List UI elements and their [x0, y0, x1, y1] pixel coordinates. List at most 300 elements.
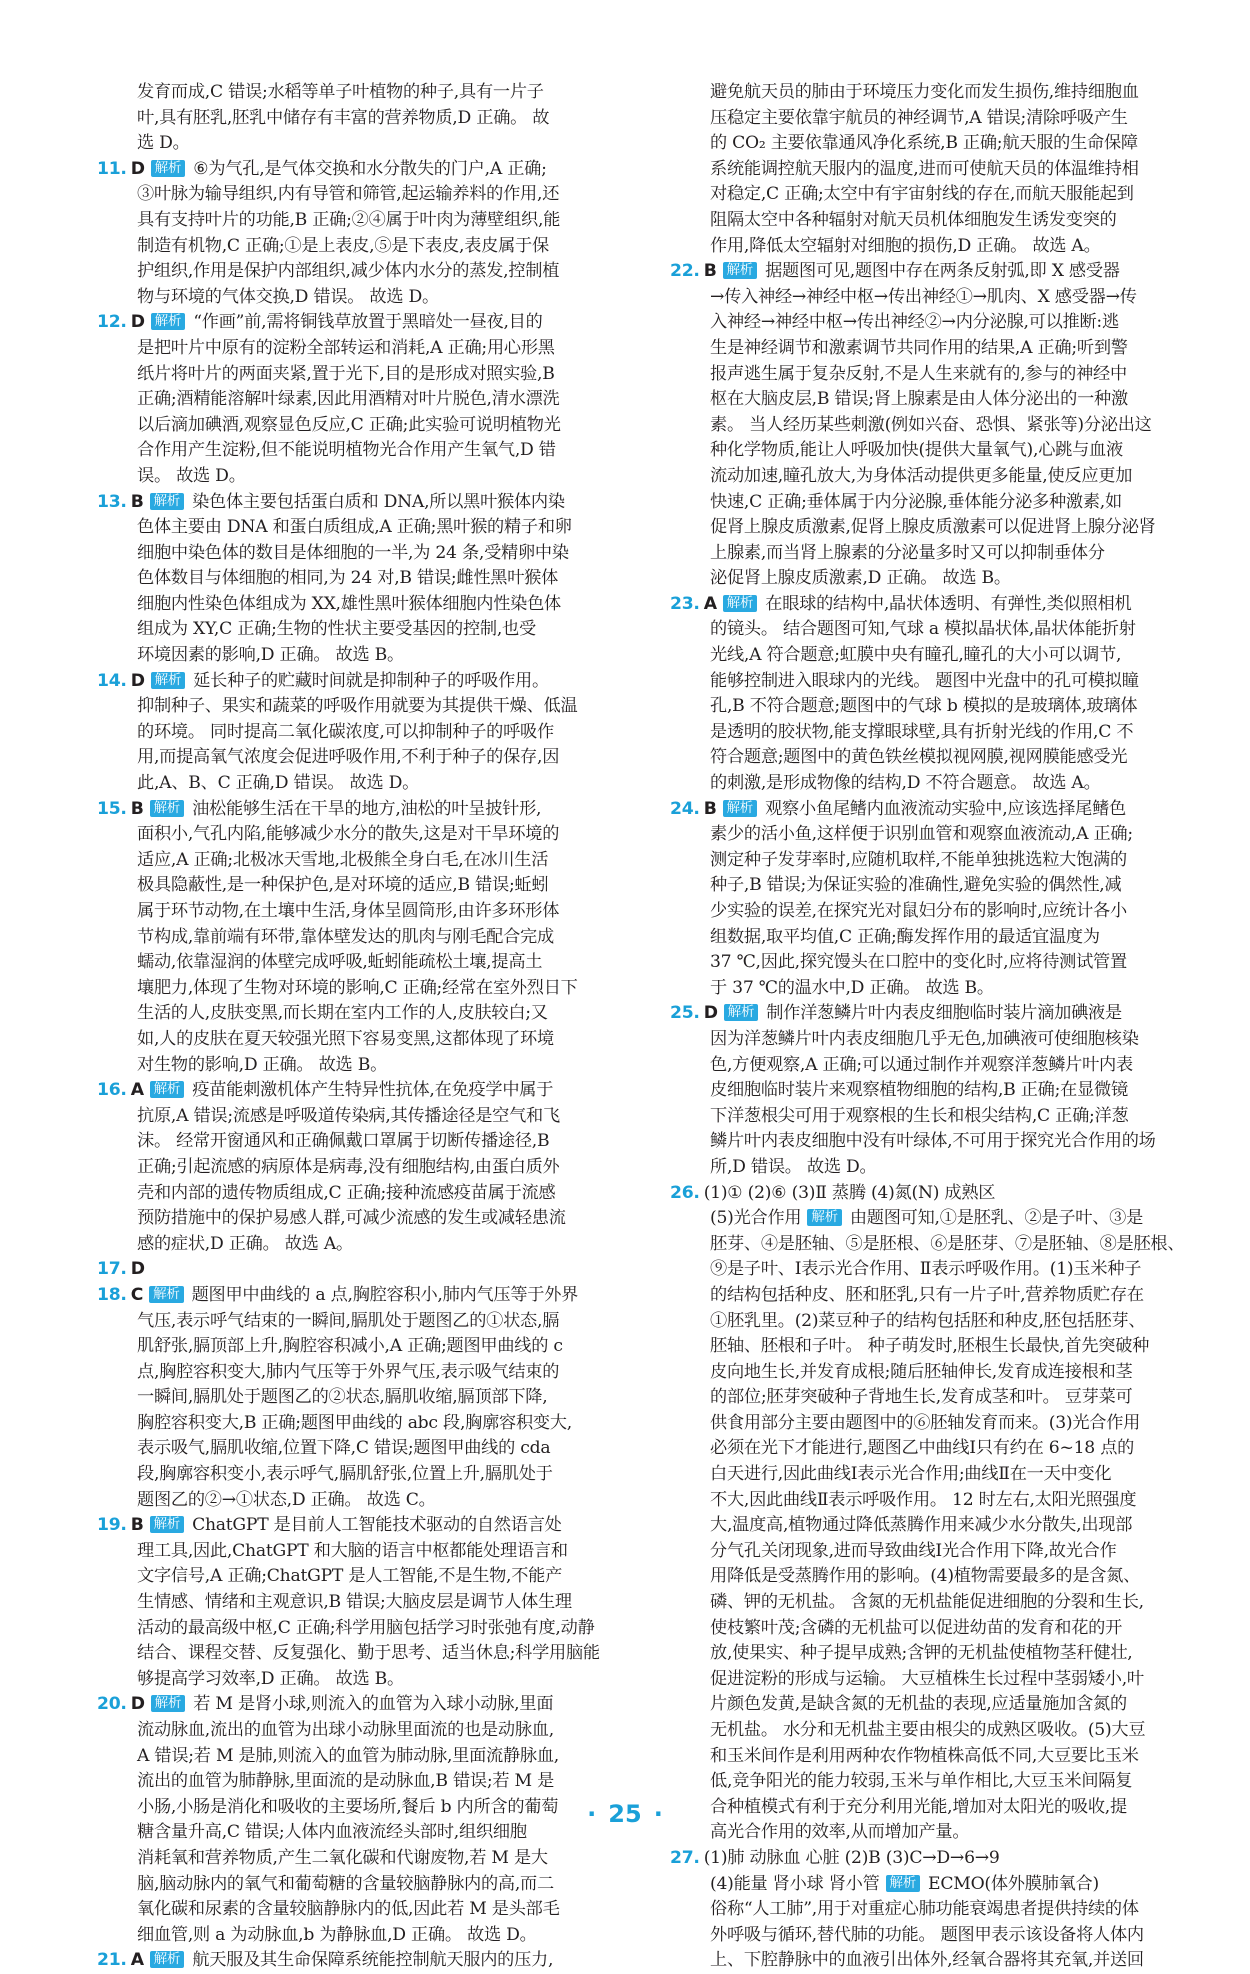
line-text: 文字信号,A 正确;ChatGPT 是人工智能,不是生物,不能产	[137, 1566, 563, 1587]
question-number: 14.	[97, 670, 127, 691]
line-text: 种化学物质,能让人呼吸加快(提供大量氧气),心跳与血液	[710, 440, 1123, 461]
text-line	[97, 925, 617, 951]
text-line	[97, 1948, 617, 1974]
text-line	[97, 336, 617, 362]
line-text: 的 CO₂ 主要依靠通风净化系统,B 正确;航天服的生命保障	[710, 133, 1138, 154]
line-text: ⑥为气孔,是气体交换和水分散失的门户,A 正确;	[193, 158, 547, 179]
text-line	[97, 1590, 617, 1616]
analysis-tag: 解析	[150, 1516, 185, 1533]
question-number: 11.	[97, 158, 127, 179]
line-text: 表示吸气,膈肌收缩,位置下降,C 错误;题图甲曲线的 cda	[137, 1438, 551, 1459]
line-text: 糖含量升高,C 错误;人体内血液流经头部时,组织细胞	[137, 1822, 527, 1843]
analysis-tag: 解析	[150, 1081, 185, 1098]
text-line	[97, 1846, 617, 1872]
line-text: 能够控制进入眼球内的光线。 题图中光盘中的孔可模拟瞳	[710, 670, 1139, 691]
line-text: 延长种子的贮藏时间就是抑制种子的呼吸作用。	[193, 670, 549, 691]
text-line	[97, 1027, 617, 1053]
text-line	[97, 541, 617, 567]
line-text: 分气孔关闭现象,进而导致曲线Ⅰ光合作用下降,故光合作	[710, 1540, 1117, 1561]
text-line	[97, 80, 617, 106]
line-text: 沫。 经常开窗通风和正确佩戴口罩属于切断传播途径,B	[137, 1131, 550, 1152]
text-line	[97, 873, 617, 899]
page-number-value: 25	[608, 1800, 642, 1828]
text-line	[97, 1129, 617, 1155]
line-text: ①胚乳里。(2)菜豆种子的结构包括胚和种皮,胚包括胚芽、	[710, 1310, 1146, 1331]
line-text: 叶,具有胚乳,胚乳中储存有丰富的营养物质,D 正确。 故	[137, 107, 550, 128]
text-line	[97, 1309, 617, 1335]
text-line	[670, 1590, 1190, 1616]
answer-letter: B	[130, 1515, 144, 1536]
text-line	[670, 592, 1190, 618]
line-text: ⑨是子叶、Ⅰ表示光合作用、Ⅱ表示呼吸作用。(1)玉米种子	[710, 1259, 1142, 1280]
text-line	[670, 1257, 1190, 1283]
text-line	[670, 259, 1190, 285]
text-line	[97, 1001, 617, 1027]
analysis-tag: 解析	[886, 1875, 921, 1892]
text-line	[670, 617, 1190, 643]
text-line	[670, 208, 1190, 234]
text-line	[670, 1206, 1190, 1232]
line-text: 的刺激,是形成物像的结构,D 不符合题意。 故选 A。	[710, 773, 1101, 794]
line-text: 消耗氧和营养物质,产生二氧化碳和代谢废物,若 M 是大	[137, 1847, 548, 1868]
line-text: 压稳定主要依靠宇航员的神经调节,A 错误;清除呼吸产生	[710, 107, 1128, 128]
line-text: 上、下腔静脉中的血液引出体外,经氧合器将其充氧,并送回	[710, 1950, 1144, 1971]
text-line	[670, 566, 1190, 592]
text-line	[97, 1257, 617, 1283]
line-text: 皮向地生长,并发育成根;随后胚轴伸长,发育成连接根和茎	[710, 1361, 1133, 1382]
question-number: 19.	[97, 1515, 127, 1536]
analysis-tag: 解析	[149, 1286, 184, 1303]
text-line	[97, 106, 617, 132]
line-text: 在眼球的结构中,晶状体透明、有弹性,类似照相机	[765, 593, 1132, 614]
text-line	[670, 1897, 1190, 1923]
line-text: 抑制种子、果实和蔬菜的呼吸作用就要为其提供干燥、低温	[137, 696, 578, 717]
text-line	[97, 1872, 617, 1898]
question-number: 27.	[670, 1847, 700, 1868]
text-line	[670, 362, 1190, 388]
line-text: 壳和内部的遗传物质组成,C 正确;接种流感疫苗属于流感	[137, 1182, 556, 1203]
text-line	[670, 950, 1190, 976]
text-line	[97, 131, 617, 157]
line-text: 属于环节动物,在土壤中生活,身体呈圆筒形,由许多环形体	[137, 901, 560, 921]
text-line	[670, 1411, 1190, 1437]
line-text: 题图甲中曲线的 a 点,胸腔容积小,肺内气压等于外界	[191, 1284, 579, 1305]
line-text: 理工具,因此,ChatGPT 和大脑的语言中枢都能处理语言和	[137, 1540, 568, 1561]
text-line	[670, 1232, 1190, 1258]
line-text: 正确;酒精能溶解叶绿素,因此用酒精对叶片脱色,清水漂洗	[137, 389, 560, 410]
text-line	[670, 1872, 1190, 1898]
question-number: 16.	[97, 1080, 127, 1101]
line-text: 如,人的皮肤在夏天较强光照下容易变黑,这都体现了环境	[137, 1028, 554, 1049]
line-text: 航天服及其生命保障系统能控制航天服内的压力,	[192, 1950, 554, 1971]
line-text: 生是神经调节和激素调节共同作用的结果,A 正确;听到警	[710, 337, 1128, 358]
text-line	[97, 1155, 617, 1181]
text-line	[97, 464, 617, 490]
line-text: 此,A、B、C 正确,D 错误。 故选 D。	[137, 773, 420, 794]
text-line	[670, 1385, 1190, 1411]
line-text: 素。 当人经历某些刺激(例如兴奋、恐惧、紧张等)分泌出这	[710, 414, 1152, 435]
answer-letter: B	[130, 798, 144, 819]
line-text: 报声逃生属于复杂反射,不是人生来就有的,参与的神经中	[710, 363, 1127, 384]
text-line	[97, 1667, 617, 1693]
line-text: 题图乙的②→①状态,D 正确。 故选 C。	[137, 1489, 436, 1510]
text-line	[670, 976, 1190, 1002]
text-line	[97, 1718, 617, 1744]
answer-letter: C	[130, 1284, 144, 1305]
line-text: 测定种子发芽率时,应随机取样,不能单独挑选粒大饱满的	[710, 849, 1127, 870]
line-text: 细血管,则 a 为动脉血,b 为静脉血,D 正确。 故选 D。	[137, 1924, 537, 1945]
text-line	[97, 566, 617, 592]
text-line	[670, 1667, 1190, 1693]
line-text: 少实验的误差,在探究光对鼠妇分布的影响时,应统计各小	[710, 901, 1127, 921]
line-text: 种子,B 错误;为保证实验的准确性,避免实验的偶然性,减	[710, 875, 1122, 896]
text-line	[97, 592, 617, 618]
text-line	[97, 1488, 617, 1514]
line-text: 促肾上腺皮质激素,促肾上腺皮质激素可以促进肾上腺分泌肾	[710, 517, 1156, 538]
line-text: 是把叶片中原有的淀粉全部转运和消耗,A 正确;用心形黑	[137, 337, 555, 358]
analysis-tag: 解析	[151, 672, 186, 689]
line-text: 误。 故选 D。	[137, 465, 246, 486]
line-text: 色体主要由 DNA 和蛋白质组成,A 正确;黑叶猴的精子和卵	[137, 517, 572, 538]
text-line	[670, 745, 1190, 771]
analysis-tag: 解析	[151, 1695, 186, 1712]
text-line	[670, 1155, 1190, 1181]
line-text: 上腺素,而当肾上腺素的分泌量多时又可以抑制垂体分	[710, 542, 1105, 563]
line-text: 孔,B 不符合题意;题图中的气球 b 模拟的是玻璃体,玻璃体	[710, 696, 1138, 717]
line-text: 选 D。	[137, 133, 190, 154]
line-text: 点,胸腔容积变大,肺内气压等于外界气压,表示吸气结束的	[137, 1361, 560, 1382]
line-text: 壤肥力,体现了生物对环境的影响,C 正确;经常在室外烈日下	[137, 977, 578, 998]
text-line	[670, 1129, 1190, 1155]
text-line	[670, 490, 1190, 516]
line-text: 疫苗能刺激机体产生特异性抗体,在免疫学中属于	[192, 1080, 554, 1101]
text-line	[670, 797, 1190, 823]
line-text: 作用,降低太空辐射对细胞的损伤,D 正确。 故选 A。	[710, 235, 1101, 256]
answer-letter: A	[130, 1080, 144, 1101]
text-line	[670, 1948, 1190, 1974]
text-line	[670, 1616, 1190, 1642]
answer-letter: B	[703, 261, 717, 282]
line-text: 流出的血管为肺静脉,里面流的是动脉血,B 错误;若 M 是	[137, 1771, 555, 1792]
text-line	[97, 797, 617, 823]
text-line	[97, 1360, 617, 1386]
line-text: 37 ℃,因此,探究馒头在口腔中的变化时,应将待测试管置	[710, 952, 1127, 973]
line-text: 所,D 错误。 故选 D。	[710, 1156, 877, 1177]
answer-letter: D	[130, 312, 145, 333]
line-text: A 错误;若 M 是肺,则流入的血管为肺动脉,里面流静脉血,	[137, 1745, 560, 1766]
text-line	[670, 1923, 1190, 1949]
text-line	[97, 490, 617, 516]
text-line	[97, 1053, 617, 1079]
analysis-tag: 解析	[807, 1209, 842, 1226]
line-text: 一瞬间,膈肌处于题图乙的②状态,膈肌收缩,膈顶部下降,	[137, 1387, 548, 1408]
answer-letter: A	[703, 593, 717, 614]
text-line	[670, 1027, 1190, 1053]
text-line	[670, 720, 1190, 746]
text-line	[97, 259, 617, 285]
line-text: 俗称“人工肺”,用于对重症心肺功能衰竭患者提供持续的体	[710, 1899, 1139, 1920]
question-number: 26.	[670, 1182, 700, 1203]
analysis-tag: 解析	[150, 1951, 185, 1968]
answer-letter: D	[130, 1259, 145, 1280]
text-line	[670, 1769, 1190, 1795]
line-text: 油松能够生活在干旱的地方,油松的叶呈披针形,	[192, 798, 542, 819]
line-text: “作画”前,需将铜钱草放置于黑暗处一昼夜,目的	[193, 312, 543, 333]
answer-letter: B	[703, 798, 717, 819]
line-text: 段,胸廓容积变小,表示呼气,膈肌舒张,位置上升,膈肌处于	[137, 1464, 553, 1485]
text-line	[97, 157, 617, 183]
text-line	[670, 1309, 1190, 1335]
text-line	[97, 771, 617, 797]
line-text: 结合、课程交替、反复强化、勤于思考、适当休息;科学用脑能	[137, 1643, 600, 1664]
line-text: 使枝繁叶茂;含磷的无机盐可以促进幼苗的发育和花的开	[710, 1617, 1123, 1638]
line-text: 观察小鱼尾鳍内血液流动实验中,应该选择尾鳍色	[765, 798, 1126, 819]
line-text: (4)能量 肾小球 肾小管	[710, 1873, 880, 1894]
analysis-tag: 解析	[724, 1004, 759, 1021]
line-text: 脑,脑动脉内的氧气和葡萄糖的含量较脑静脉内的高,而二	[137, 1873, 554, 1894]
text-line	[97, 1513, 617, 1539]
text-line	[97, 899, 617, 925]
text-line	[97, 1181, 617, 1207]
line-text: →传入神经→神经中枢→传出神经①→肌肉、X 感受器→传	[710, 286, 1137, 307]
text-line	[670, 106, 1190, 132]
text-line	[670, 1488, 1190, 1514]
line-text: 无机盐。 水分和无机盐主要由根尖的成熟区吸收。(5)大豆	[710, 1720, 1146, 1740]
text-line	[97, 1436, 617, 1462]
text-line	[670, 1053, 1190, 1079]
line-text: 若 M 是肾小球,则流入的血管为入球小动脉,里面	[193, 1694, 554, 1715]
text-line	[670, 1181, 1190, 1207]
analysis-tag: 解析	[151, 313, 186, 330]
line-text: 够提高学习效率,D 正确。 故选 B。	[137, 1668, 404, 1689]
text-line	[670, 1641, 1190, 1667]
analysis-tag: 解析	[723, 262, 758, 279]
line-text: 色体数目与体细胞的相同,为 24 对,B 错误;雌性黑叶猴体	[137, 568, 559, 589]
line-text: 的环境。 同时提高二氧化碳浓度,可以抑制种子的呼吸作	[137, 721, 554, 742]
text-line	[97, 1206, 617, 1232]
line-text: ③叶脉为输导组织,内有导管和筛管,起运输养料的作用,还	[137, 184, 560, 205]
line-text: 细胞中染色体的数目是体细胞的一半,为 24 条,受精卵中染	[137, 542, 569, 563]
answer-letter: D	[130, 1694, 145, 1715]
line-text: 枢在大脑皮层,B 错误;肾上腺素是由人体分泌出的一种激	[710, 389, 1128, 410]
line-text: 入神经→神经中枢→传出神经②→内分泌腺,可以推断:逃	[710, 312, 1119, 333]
line-text: 大,温度高,植物通过降低蒸腾作用来减少水分散失,出现部	[710, 1515, 1133, 1536]
line-text: 具有支持叶片的功能,B 正确;②④属于叶肉为薄壁组织,能	[137, 209, 561, 230]
question-number: 22.	[670, 261, 700, 282]
line-text: (1)① (2)⑥ (3)Ⅱ 蒸腾 (4)氮(N) 成熟区	[703, 1182, 996, 1203]
line-text: 不大,因此曲线Ⅱ表示呼吸作用。 12 时左右,太阳光照强度	[710, 1489, 1137, 1510]
text-line	[97, 720, 617, 746]
question-number: 15.	[97, 798, 127, 819]
text-line	[670, 1104, 1190, 1130]
text-line	[97, 1385, 617, 1411]
analysis-tag: 解析	[151, 160, 186, 177]
text-line	[670, 234, 1190, 260]
analysis-tag: 解析	[723, 800, 758, 817]
text-line	[97, 1744, 617, 1770]
line-text: 物与环境的气体交换,D 错误。 故选 D。	[137, 286, 439, 307]
line-text: 合作用产生淀粉,但不能说明植物光合作用产生氧气,D 错	[137, 440, 556, 461]
text-line	[670, 1078, 1190, 1104]
text-line	[97, 1692, 617, 1718]
text-line	[97, 1897, 617, 1923]
line-text: 正确;引起流感的病原体是病毒,没有细胞结构,由蛋白质外	[137, 1156, 560, 1177]
line-text: 因为洋葱鳞片叶内表皮细胞几乎无色,加碘液可使细胞核染	[710, 1028, 1139, 1049]
line-text: 纸片将叶片的两面夹紧,置于光下,目的是形成对照实验,B	[137, 363, 555, 384]
text-line	[670, 1744, 1190, 1770]
text-line	[97, 387, 617, 413]
text-line	[670, 285, 1190, 311]
text-line	[670, 848, 1190, 874]
line-text: 供食用部分主要由题图中的⑥胚轴发育而来。(3)光合作用	[710, 1412, 1141, 1433]
analysis-tag: 解析	[723, 595, 758, 612]
text-line	[97, 1923, 617, 1949]
line-text: 生活的人,皮肤变黑,而长期在室内工作的人,皮肤较白;又	[137, 1003, 548, 1024]
text-line	[670, 310, 1190, 336]
text-line	[97, 848, 617, 874]
text-line	[670, 925, 1190, 951]
text-line	[670, 464, 1190, 490]
page-number: · 25 ·	[587, 1800, 663, 1828]
text-line	[670, 1564, 1190, 1590]
question-number: 18.	[97, 1284, 127, 1305]
line-text: (1)肺 动脉血 心脏 (2)B (3)C→D→6→9	[703, 1847, 1000, 1868]
line-text: 预防措施中的保护易感人群,可减少流感的发生或减轻患流	[137, 1208, 566, 1229]
line-text: 节构成,靠前端有环带,靠体壁发达的肌肉与刚毛配合完成	[137, 926, 554, 947]
text-line	[97, 745, 617, 771]
text-line	[97, 669, 617, 695]
text-line	[97, 438, 617, 464]
text-line	[670, 336, 1190, 362]
line-text: 和玉米间作是利用两种农作物植株高低不同,大豆要比玉米	[710, 1745, 1139, 1766]
line-text: 必须在光下才能进行,题图乙中曲线Ⅰ只有约在 6~18 点的	[710, 1438, 1135, 1459]
line-text: 用降低是受蒸腾作用的影响。(4)植物需要最多的是含氮、	[710, 1566, 1141, 1587]
line-text: 皮细胞临时装片来观察植物细胞的结构,B 正确;在显微镜	[710, 1080, 1128, 1101]
line-text: 鳞片叶内表皮细胞中没有叶绿体,不可用于探究光合作用的场	[710, 1131, 1156, 1152]
line-text: 面积小,气孔内陷,能够减少水分的散失,这是对干旱环境的	[137, 824, 560, 845]
line-text: (5)光合作用	[710, 1208, 802, 1229]
text-line	[670, 1692, 1190, 1718]
question-number: 17.	[97, 1259, 127, 1280]
text-line	[97, 1539, 617, 1565]
text-line	[670, 387, 1190, 413]
answer-letter: D	[130, 158, 145, 179]
line-text: 的部位;胚芽突破种子背地生长,发育成茎和叶。 豆芽菜可	[710, 1387, 1133, 1408]
text-line	[97, 310, 617, 336]
line-text: 组数据,取平均值,C 正确;酶发挥作用的最适宜温度为	[710, 926, 1100, 947]
line-text: 发育而成,C 错误;水稻等单子叶植物的种子,具有一片子	[137, 82, 544, 102]
line-text: 泌促肾上腺皮质激素,D 正确。 故选 B。	[710, 568, 1011, 589]
line-text: 胸腔容积变大,B 正确;题图甲曲线的 abc 段,胸廓容积变大,	[137, 1412, 573, 1433]
line-text: ECMO(体外膜肺氧合)	[928, 1873, 1099, 1894]
line-text: 的镜头。 结合题图可知,气球 a 模拟晶状体,晶状体能折射	[710, 619, 1136, 640]
line-text: 光线,A 符合题意;虹膜中央有瞳孔,瞳孔的大小可以调节,	[710, 645, 1122, 666]
answer-letter: B	[130, 491, 144, 512]
text-line	[97, 822, 617, 848]
text-line	[670, 182, 1190, 208]
text-line	[97, 1411, 617, 1437]
line-text: 活动的最高级中枢,C 正确;科学用脑包括学习时张弛有度,动静	[137, 1617, 595, 1638]
text-line	[670, 80, 1190, 106]
line-text: 符合题意;题图中的黄色铁丝模拟视网膜,视网膜能感受光	[710, 747, 1128, 768]
line-text: 由题图可知,①是胚乳、②是子叶、③是	[849, 1208, 1144, 1229]
line-text: 肌舒张,膈顶部上升,胸腔容积减小,A 正确;题图甲曲线的 c	[137, 1336, 563, 1357]
line-text: 对稳定,C 正确;太空中有宇宙射线的存在,而航天服能起到	[710, 184, 1134, 205]
line-text: 制作洋葱鳞片叶内表皮细胞临时装片滴加碘液是	[766, 1003, 1122, 1024]
text-line	[97, 976, 617, 1002]
question-number: 24.	[670, 798, 700, 819]
answer-letter: D	[703, 1003, 718, 1024]
left-column	[97, 80, 617, 1974]
text-line	[670, 1718, 1190, 1744]
answer-letter: A	[130, 1950, 144, 1971]
text-line	[97, 285, 617, 311]
analysis-tag: 解析	[150, 493, 185, 510]
line-text: 放,使果实、种子提早成熟;含钾的无机盐使植物茎秆健壮,	[710, 1643, 1133, 1664]
text-line	[97, 362, 617, 388]
text-line	[670, 873, 1190, 899]
text-line	[97, 1616, 617, 1642]
question-number: 12.	[97, 312, 127, 333]
line-text: 高光合作用的效率,从而增加产量。	[710, 1822, 970, 1843]
text-line	[97, 182, 617, 208]
line-text: 流动加速,瞳孔放大,为身体活动提供更多能量,使反应更加	[710, 465, 1133, 486]
line-text: 蠕动,依靠湿润的体壁完成呼吸,蚯蚓能疏松土壤,提高土	[137, 952, 543, 973]
text-line	[97, 413, 617, 439]
line-text: 抗原,A 错误;流感是呼吸道传染病,其传播途径是空气和飞	[137, 1105, 560, 1126]
line-text: 避免航天员的肺由于环境压力变化而发生损伤,维持细胞血	[710, 82, 1139, 102]
line-text: 低,竞争阳光的能力较弱,玉米与单作相比,大豆玉米间隔复	[710, 1771, 1133, 1792]
text-line	[670, 515, 1190, 541]
text-line	[97, 234, 617, 260]
line-text: 于 37 ℃的温水中,D 正确。 故选 B。	[710, 977, 994, 998]
line-text: 是透明的胶状物,能支撑眼球壁,具有折射光线的作用,C 不	[710, 721, 1134, 742]
text-line	[97, 1769, 617, 1795]
line-text: 系统能调控航天服内的温度,进而可使航天员的体温维持相	[710, 158, 1139, 179]
text-line	[670, 413, 1190, 439]
line-text: 以后滴加碘酒,观察显色反应,C 正确;此实验可说明植物光	[137, 414, 561, 435]
text-line	[97, 694, 617, 720]
text-line	[670, 1360, 1190, 1386]
line-text: 色,方便观察,A 正确;可以通过制作并观察洋葱鳞片叶内表	[710, 1054, 1133, 1075]
line-text: 极具隐蔽性,是一种保护色,是对环境的适应,B 错误;蚯蚓	[137, 875, 549, 896]
line-text: 生情感、情绪和主观意识,B 错误;大脑皮层是调节人体生理	[137, 1592, 572, 1613]
text-line	[670, 1436, 1190, 1462]
line-text: 阻隔太空中各种辐射对航天员机体细胞发生诱发变突的	[710, 209, 1117, 230]
text-line	[97, 1232, 617, 1258]
line-text: 促进淀粉的形成与运输。 大豆植株生长过程中茎弱矮小,叶	[710, 1668, 1144, 1689]
text-line	[97, 1564, 617, 1590]
line-text: 胚轴、胚根和子叶。 种子萌发时,胚根生长最快,首先突破种	[710, 1336, 1150, 1357]
text-line	[670, 1001, 1190, 1027]
line-text: 制造有机物,C 正确;①是上表皮,⑤是下表皮,表皮属于保	[137, 235, 549, 256]
question-number: 25.	[670, 1003, 700, 1024]
text-line	[97, 1462, 617, 1488]
text-line	[670, 643, 1190, 669]
text-line	[670, 1334, 1190, 1360]
line-text: 流动脉血,流出的血管为出球小动脉里面流的也是动脉血,	[137, 1720, 554, 1740]
line-text: 染色体主要包括蛋白质和 DNA,所以黑叶猴体内染	[192, 491, 565, 512]
line-text: 护组织,作用是保护内部组织,减少体内水分的蒸发,控制植	[137, 261, 560, 282]
line-text: 氧化碳和尿素的含量较脑静脉内的低,因此若 M 是头部毛	[137, 1899, 560, 1920]
line-text: 环境因素的影响,D 正确。 故选 B。	[137, 645, 404, 666]
text-line	[670, 1283, 1190, 1309]
text-line	[97, 1078, 617, 1104]
line-text: 气压,表示呼气结束的一瞬间,膈肌处于题图乙的①状态,膈	[137, 1310, 560, 1331]
text-line	[670, 157, 1190, 183]
right-column	[670, 80, 1190, 1974]
line-text: 据题图可见,题图中存在两条反射弧,即 X 感受器	[765, 261, 1120, 282]
